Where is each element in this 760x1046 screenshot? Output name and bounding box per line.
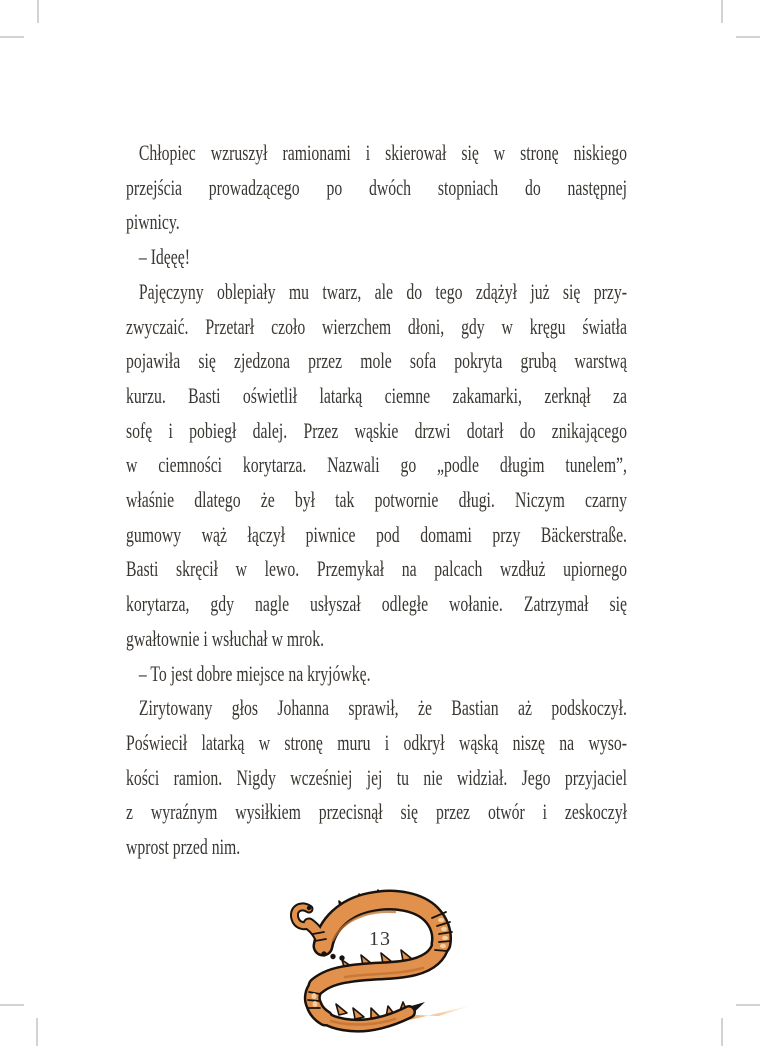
text-line: – Idęęę! xyxy=(138,244,191,270)
text-line: kości ramion. Nigdy wcześniej jej tu nie widział. Jego przyjaciel xyxy=(126,764,627,790)
crop-mark-bottom-left-horizontal xyxy=(0,1004,24,1006)
text-line: w ciemności korytarza. Nazwali go „podle długim tunelem”, xyxy=(126,452,627,478)
text-line: gwałtownie i wsłuchał w mrok. xyxy=(126,625,325,651)
crop-mark-bottom-right-vertical xyxy=(721,1018,723,1046)
text-line: piwnicy. xyxy=(126,209,180,235)
crop-mark-top-left-vertical xyxy=(37,0,39,23)
text-line: gumowy wąż łączył piwnice pod domami przy Bäckerstraße. xyxy=(126,521,627,547)
crop-mark-bottom-left-vertical xyxy=(36,1018,38,1046)
text-line: wprost przed nim. xyxy=(126,834,241,860)
text-line: przejścia prowadzącego po dwóch stopniach do następnej xyxy=(126,174,627,200)
crop-mark-top-right-horizontal xyxy=(736,36,760,38)
text-line: korytarza, gdy nagle usłyszał odległe wołanie. Zatrzymał się xyxy=(126,591,627,617)
page-number: 13 xyxy=(369,928,391,950)
crop-mark-bottom-right-horizontal xyxy=(736,1004,760,1006)
text-line: Poświecił latarką w stronę muru i odkrył wąską niszę na wyso- xyxy=(126,729,627,755)
text-line: z wyraźnym wysiłkiem przecisnął się przez otwór i zeskoczył xyxy=(126,799,627,825)
text-line: pojawiła się zjedzona przez mole sofa pokryta grubą warstwą xyxy=(126,348,627,374)
text-line: – To jest dobre miejsce na kryjówkę. xyxy=(138,660,371,686)
text-line: zwyczaić. Przetarł czoło wierzchem dłoni, gdy w kręgu światła xyxy=(126,313,627,339)
text-line: Pajęczyny oblepiały mu twarz, ale do tego zdążył już się przy- xyxy=(138,278,627,304)
text-line: Basti skręcił w lewo. Przemykał na palcach wzdłuż upiornego xyxy=(126,556,627,582)
text-line: kurzu. Basti oświetlił latarką ciemne zakamarki, zerknął za xyxy=(126,382,627,408)
text-line: Chłopiec wzruszył ramionami i skierował się w stronę niskiego xyxy=(138,140,627,165)
crop-mark-top-right-vertical xyxy=(721,0,723,23)
text-block xyxy=(126,136,627,865)
text-line: sofę i pobiegł dalej. Przez wąskie drzwi dotarł do znikającego xyxy=(126,417,627,443)
dragon-tail-illustration xyxy=(283,888,473,1046)
crop-mark-top-left-horizontal xyxy=(0,36,24,38)
text-line: właśnie dlatego że był tak potwornie długi. Niczym czarny xyxy=(126,487,627,513)
text-line: Zirytowany głos Johanna sprawił, że Bastian aż podskoczył. xyxy=(138,695,627,721)
